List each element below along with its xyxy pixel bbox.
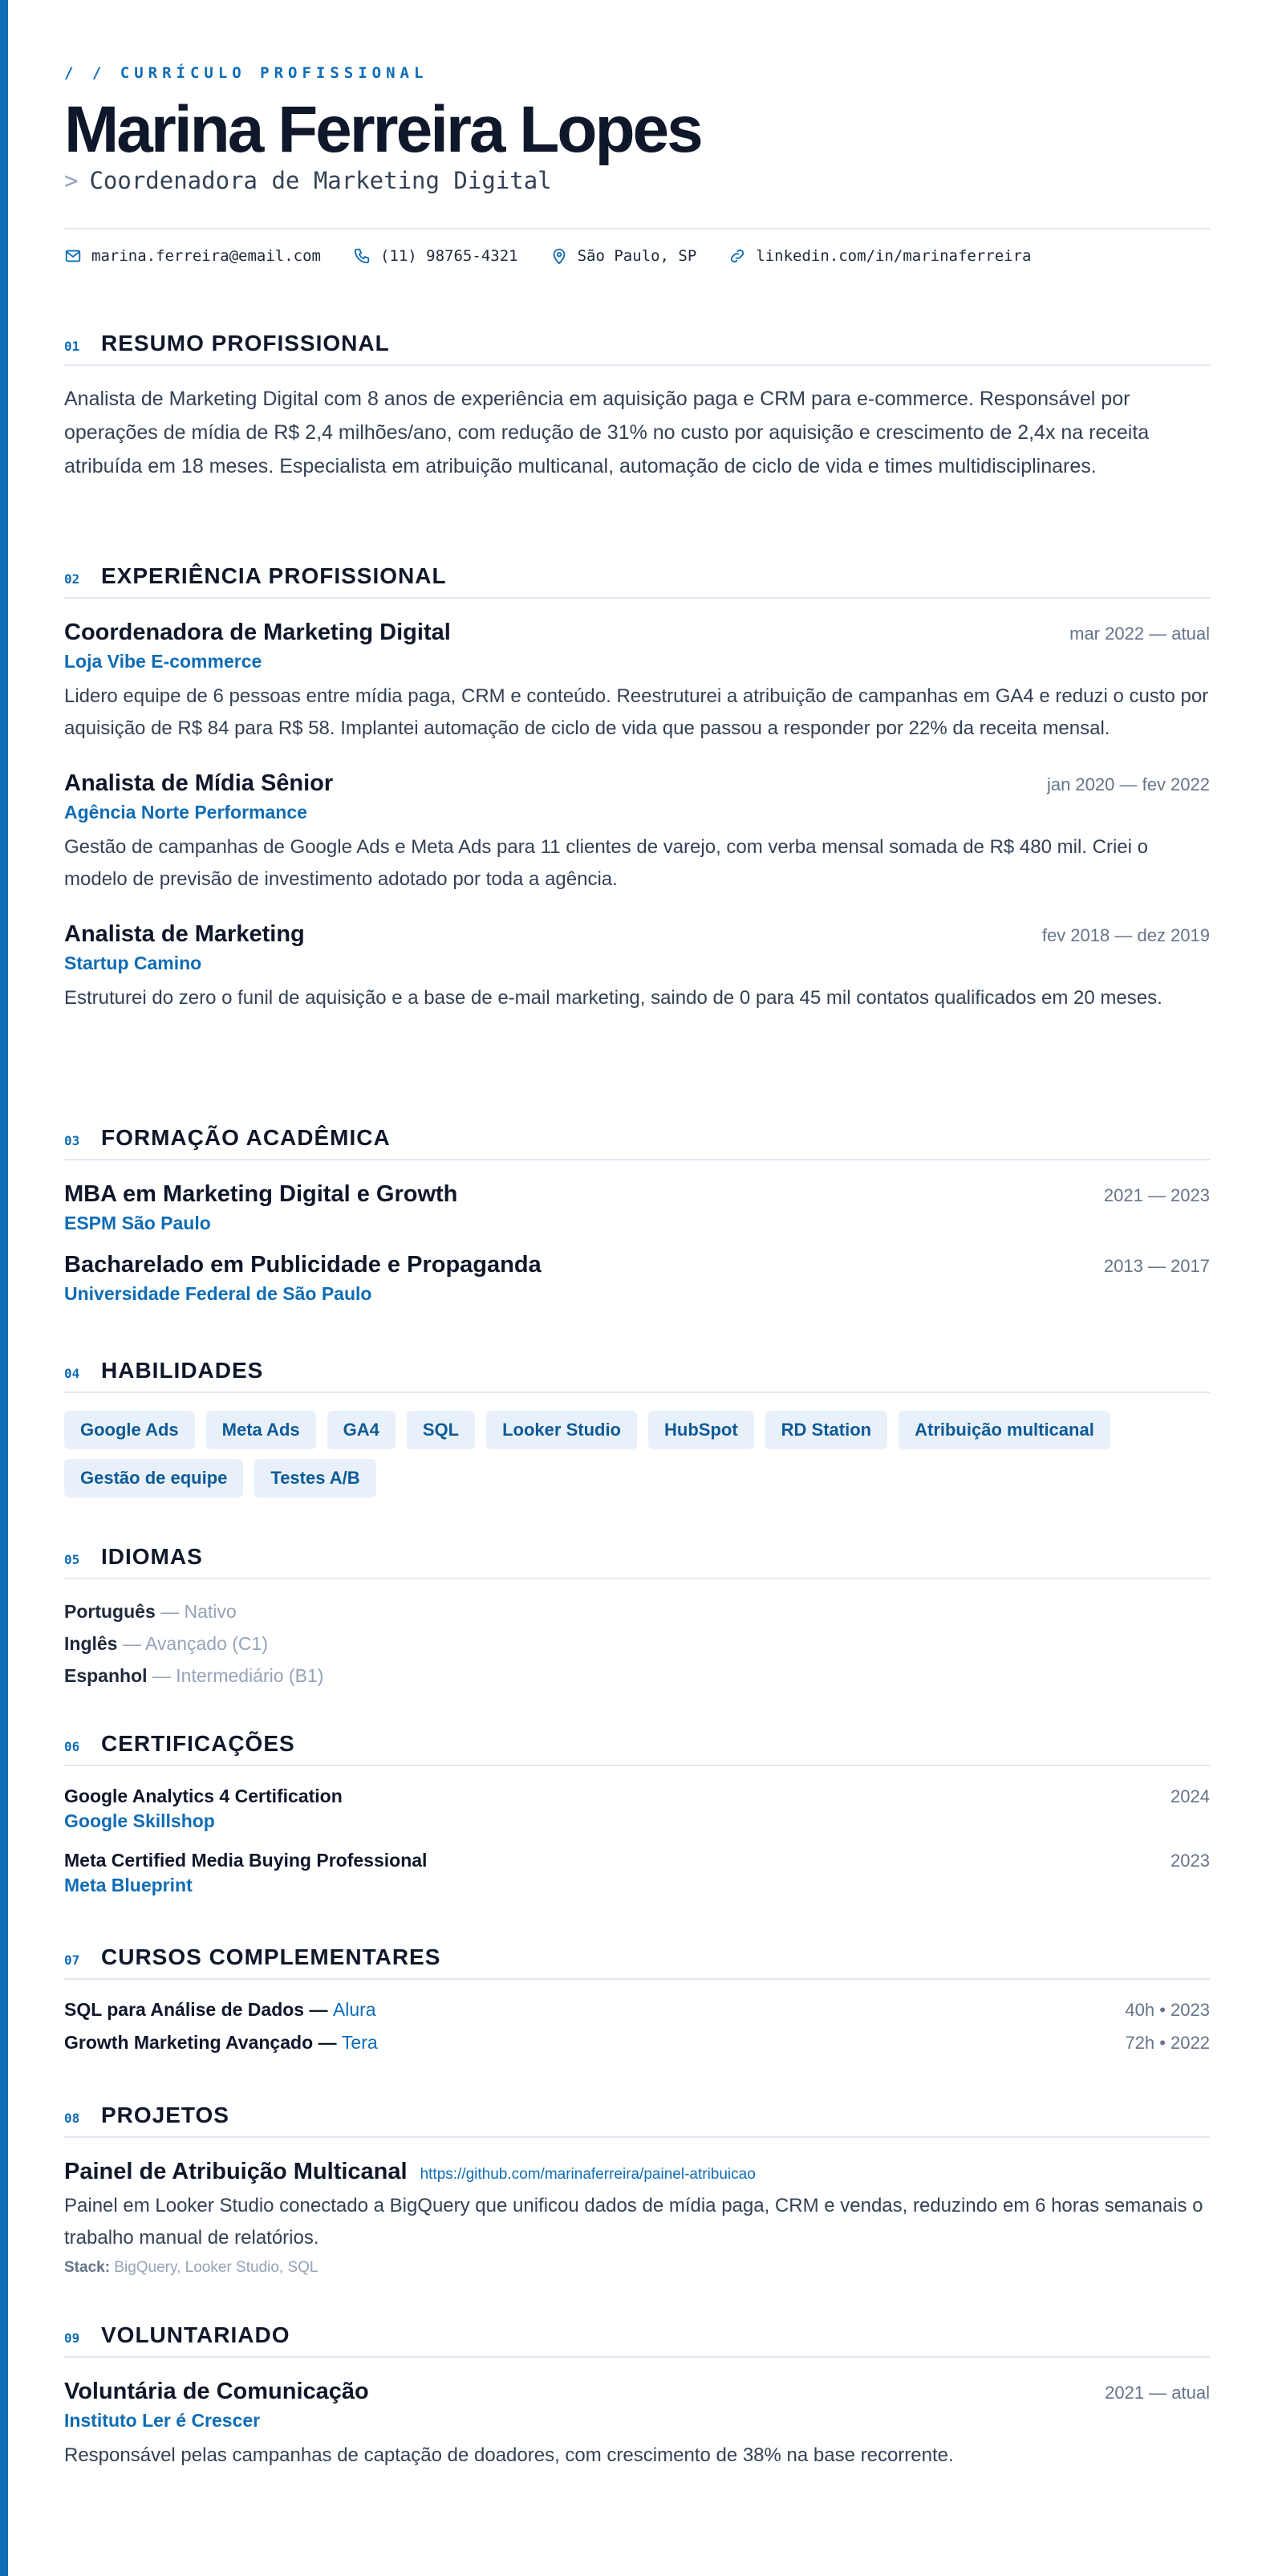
- skill-tag: Gestão de equipe: [64, 1459, 243, 1497]
- language-list: [64, 1595, 1210, 1692]
- section-title: CURSOS COMPLEMENTARES: [101, 1944, 441, 1969]
- section-divider: [64, 2356, 1210, 2358]
- location-text: São Paulo, SP: [577, 247, 697, 265]
- language-level: — Nativo: [155, 1601, 237, 1622]
- volunteer-description: Responsável pelas campanhas de captação de doadores, com crescimento de 38% na base recorrente.: [64, 2444, 954, 2466]
- cert-title: Google Analytics 4 Certification: [64, 1786, 343, 1806]
- cert-issuer: Meta Blueprint: [64, 1875, 193, 1895]
- section-number: 02: [64, 571, 80, 587]
- experience-item: [64, 620, 1210, 745]
- skill-tag: Google Ads: [64, 1411, 195, 1449]
- degree-institution: Universidade Federal de São Paulo: [64, 1283, 372, 1304]
- education-item: [64, 1181, 1210, 1234]
- mail-icon: [64, 247, 82, 265]
- section-number: 07: [64, 1952, 80, 1968]
- course-separator: —: [313, 2032, 342, 2053]
- section-summary: [64, 331, 1210, 483]
- section-title: FORMAÇÃO ACADÊMICA: [101, 1125, 391, 1150]
- section-experience: [64, 563, 1210, 1014]
- section-title: PROJETOS: [101, 2103, 229, 2127]
- stack-list: BigQuery, Looker Studio, SQL: [110, 2259, 318, 2276]
- language-name: Inglês: [64, 1633, 118, 1654]
- experience-item: [64, 921, 1210, 1014]
- section-number: 01: [64, 339, 80, 354]
- job-dates: fev 2018 — dez 2019: [1041, 925, 1210, 945]
- section-title: CERTIFICAÇÕES: [101, 1731, 295, 1756]
- volunteer-dates: 2021 — atual: [1105, 2383, 1210, 2403]
- section-number: 03: [64, 1133, 80, 1148]
- project-title: Painel de Atribuição Multicanal: [64, 2159, 408, 2184]
- degree-institution: ESPM São Paulo: [64, 1213, 211, 1233]
- section-divider: [64, 364, 1210, 366]
- course-meta: 40h • 2023: [1125, 2000, 1210, 2020]
- phone-text: (11) 98765-4321: [379, 247, 518, 265]
- language-name: Português: [64, 1601, 156, 1622]
- candidate-name: Marina Ferreira Lopes: [64, 93, 701, 166]
- stack-label: Stack:: [64, 2259, 111, 2276]
- contact-phone[interactable]: [353, 247, 518, 265]
- section-number: 08: [64, 2111, 80, 2126]
- section-divider: [64, 1159, 1210, 1160]
- section-title: RESUMO PROFISSIONAL: [101, 331, 390, 356]
- volunteer-org: Instituto Ler é Crescer: [64, 2410, 261, 2431]
- experience-item: [64, 770, 1210, 896]
- linkedin-text: linkedin.com/in/marinaferreira: [756, 247, 1032, 265]
- job-dates: mar 2022 — atual: [1069, 624, 1210, 644]
- education-item: [64, 1252, 1210, 1305]
- language-item: [64, 1627, 1210, 1660]
- job-company: Agência Norte Performance: [64, 802, 307, 823]
- course-separator: —: [304, 1999, 333, 2020]
- course-title: [64, 1999, 376, 2021]
- skill-tags: [64, 1411, 1210, 1507]
- role-title: Coordenadora de Marketing Digital: [89, 167, 552, 194]
- section-certifications: [64, 1731, 1210, 1896]
- section-title: EXPERIÊNCIA PROFISSIONAL: [101, 563, 447, 588]
- section-number: 05: [64, 1552, 80, 1567]
- course-name: Growth Marketing Avançado: [64, 2032, 314, 2053]
- skill-tag: HubSpot: [648, 1411, 754, 1449]
- eyebrow: / / CURRÍCULO PROFISSIONAL: [64, 64, 428, 82]
- section-title: VOLUNTARIADO: [101, 2322, 290, 2347]
- certification-item: [64, 1850, 1210, 1896]
- contact-location: [550, 247, 697, 265]
- job-title: Coordenadora de Marketing Digital: [64, 620, 451, 645]
- section-divider: [64, 597, 1210, 599]
- skill-tag: GA4: [327, 1411, 396, 1449]
- language-item: [64, 1660, 1210, 1692]
- skill-tag: Atribuição multicanal: [899, 1411, 1110, 1449]
- section-skills: [64, 1358, 1210, 1507]
- language-name: Espanhol: [64, 1665, 148, 1686]
- phone-icon: [353, 247, 371, 265]
- skill-tag: RD Station: [765, 1411, 887, 1449]
- section-title: HABILIDADES: [101, 1358, 264, 1383]
- email-text: marina.ferreira@email.com: [91, 247, 321, 265]
- job-dates: jan 2020 — fev 2022: [1046, 774, 1210, 794]
- job-description: Gestão de campanhas de Google Ads e Meta Ads para 11 clientes de varejo, com verba mensal somada de R$ 480 mil. Criei o modelo de previsão de investimento adotado por toda a agência.: [64, 836, 1148, 890]
- volunteer-title: Voluntária de Comunicação: [64, 2379, 369, 2404]
- job-company: Loja Vibe E-commerce: [64, 651, 262, 672]
- course-title: [64, 2032, 378, 2054]
- cert-title: Meta Certified Media Buying Professional: [64, 1850, 428, 1871]
- chevron-right-icon: >: [64, 167, 79, 194]
- section-divider: [64, 2136, 1210, 2138]
- course-item: [64, 2032, 1210, 2054]
- cert-year: 2024: [1171, 1786, 1210, 1806]
- summary-text: Analista de Marketing Digital com 8 anos de experiência em aquisição paga e CRM para e-commerce. Responsável por operações de mídia de R$ 2,4 milhões/ano, com redução de 31% no custo por aquisição e crescimento de 2,4x na receita atribuída em 18 meses. Especialista em atribuição multicanal, automação de ciclo de vida e times multidisciplinares.: [64, 388, 1150, 477]
- section-education: [64, 1125, 1210, 1305]
- degree-title: Bacharelado em Publicidade e Propaganda: [64, 1252, 542, 1278]
- job-description: Estruturei do zero o funil de aquisição e a base de e-mail marketing, saindo de 0 para 45 mil contatos qualificados em 20 meses.: [64, 987, 1162, 1009]
- degree-title: MBA em Marketing Digital e Growth: [64, 1181, 458, 1207]
- contact-linkedin[interactable]: [728, 247, 1031, 265]
- section-number: 06: [64, 1739, 80, 1754]
- map-pin-icon: [550, 247, 568, 265]
- skill-tag: Meta Ads: [206, 1411, 316, 1449]
- section-divider: [64, 1578, 1210, 1579]
- section-courses: [64, 1944, 1210, 2054]
- project-link[interactable]: https://github.com/marinaferreira/painel-atribuicao: [420, 2166, 756, 2183]
- course-institution: Tera: [341, 2032, 378, 2053]
- role-line: [64, 167, 552, 194]
- section-volunteer: [64, 2322, 1210, 2472]
- course-institution: Alura: [332, 1999, 376, 2020]
- section-divider: [64, 1765, 1210, 1766]
- contact-email[interactable]: [64, 247, 321, 265]
- certification-item: [64, 1786, 1210, 1832]
- job-description: Lidero equipe de 6 pessoas entre mídia paga, CRM e conteúdo. Reestruturei a atribuição de campanhas em GA4 e reduzi o custo por aquisição de R$ 84 para R$ 58. Implantei automação de ciclo de vida que passou a responder por 22% da receita mensal.: [64, 685, 1209, 739]
- project-item: [64, 2159, 1210, 2277]
- section-number: 09: [64, 2330, 80, 2346]
- section-title: IDIOMAS: [101, 1544, 203, 1569]
- language-level: — Avançado (C1): [117, 1633, 268, 1654]
- cert-issuer: Google Skillshop: [64, 1810, 215, 1831]
- course-name: SQL para Análise de Dados: [64, 1999, 305, 2020]
- section-divider: [64, 1978, 1210, 1980]
- job-company: Startup Camino: [64, 953, 202, 973]
- course-item: [64, 1999, 1210, 2021]
- skill-tag: Looker Studio: [486, 1411, 637, 1449]
- section-projects: [64, 2103, 1210, 2277]
- header-divider: [64, 228, 1210, 230]
- skill-tag: SQL: [407, 1411, 475, 1449]
- section-divider: [64, 1392, 1210, 1393]
- project-description: Painel em Looker Studio conectado a BigQuery que unificou dados de mídia paga, CRM e vendas, reduzindo em 6 horas semanais o trabalho manual de relatórios.: [64, 2195, 1203, 2249]
- volunteer-item: [64, 2379, 1210, 2472]
- job-title: Analista de Mídia Sênior: [64, 770, 334, 796]
- job-title: Analista de Marketing: [64, 921, 305, 947]
- degree-dates: 2021 — 2023: [1103, 1185, 1210, 1205]
- course-meta: 72h • 2022: [1125, 2033, 1210, 2053]
- skill-tag: Testes A/B: [254, 1459, 375, 1497]
- cert-year: 2023: [1171, 1851, 1210, 1871]
- language-level: — Intermediário (B1): [147, 1665, 324, 1686]
- section-languages: [64, 1544, 1210, 1692]
- language-item: [64, 1595, 1210, 1627]
- degree-dates: 2013 — 2017: [1103, 1256, 1210, 1276]
- section-number: 04: [64, 1366, 80, 1381]
- accent-bar: [0, 0, 8, 2576]
- contact-bar: [64, 247, 1063, 265]
- link-icon: [728, 247, 746, 265]
- project-stack: [64, 2259, 1210, 2277]
